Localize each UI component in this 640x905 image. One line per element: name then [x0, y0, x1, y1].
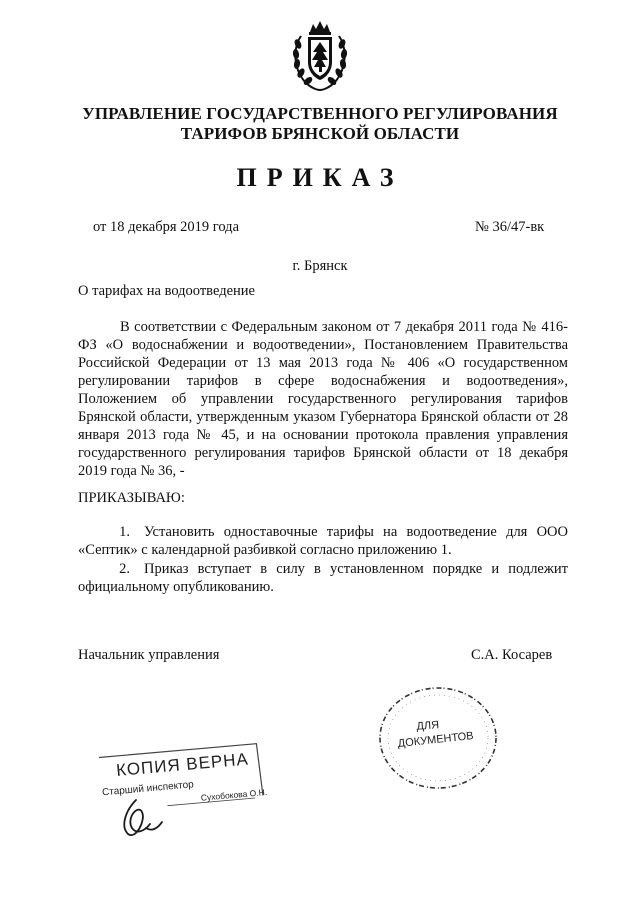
item-number: 1.	[119, 524, 130, 540]
order-subject: О тарифах на водоотведение	[78, 283, 255, 299]
copy-stamp-title: КОПИЯ ВЕРНА	[115, 749, 250, 780]
round-stamp-line-2: ДОКУМЕНТОВ	[397, 730, 475, 750]
order-item-1	[78, 523, 568, 559]
signer-position: Начальник управления	[78, 647, 220, 663]
signature-scribble-icon	[124, 800, 162, 835]
item-number: 2.	[119, 561, 130, 577]
order-number: № 36/47-вк	[475, 219, 545, 235]
city-name: г. Брянск	[292, 258, 348, 274]
copy-certification-stamp	[96, 728, 281, 848]
organization-name-line-1: УПРАВЛЕНИЕ ГОСУДАРСТВЕННОГО РЕГУЛИРОВАНИЯ	[82, 104, 558, 123]
round-stamp	[372, 683, 502, 793]
signer-name: С.А. Косарев	[471, 647, 553, 663]
round-stamp-line-1: ДЛЯ	[416, 719, 440, 733]
preamble-paragraph: В соответствии с Федеральным законом от 7 декабря 2011 года № 416-ФЗ «О водоснабжении и водоотведении», Постановлением Правительства Российской Федерации от 13 мая 2013 года № 406 «О государственном регулировании тарифов в сфере водоснабжения и водоотведения», Положением об управлении государственного регулирования тарифов Брянской области, утвержденным указом Губернатора Брянской области от 28 января 2013 года № 45, и на основании протокола правления управления государственного регулирования тарифов Брянской области от 18 декабря 2019 года № 36, -	[78, 319, 568, 479]
copy-stamp-role: Старший инспектор	[101, 779, 195, 799]
copy-stamp-name: Сухобокова О.Н.	[200, 786, 268, 803]
item-text: Установить одноставочные тарифы на водоотведение для ООО «Септик» с календарной разбивкой согласно приложению 1.	[78, 524, 568, 558]
decree-heading: ПРИКАЗЫВАЮ:	[78, 490, 185, 506]
organization-name-line-2: ТАРИФОВ БРЯНСКОЙ ОБЛАСТИ	[180, 124, 460, 143]
item-text: Приказ вступает в силу в установленном порядке и подлежит официальному опубликованию.	[78, 561, 568, 595]
order-item-2	[78, 560, 568, 596]
document-title: ПРИКАЗ	[236, 163, 404, 192]
order-date: от 18 декабря 2019 года	[93, 219, 239, 235]
coat-of-arms-icon	[289, 18, 351, 92]
